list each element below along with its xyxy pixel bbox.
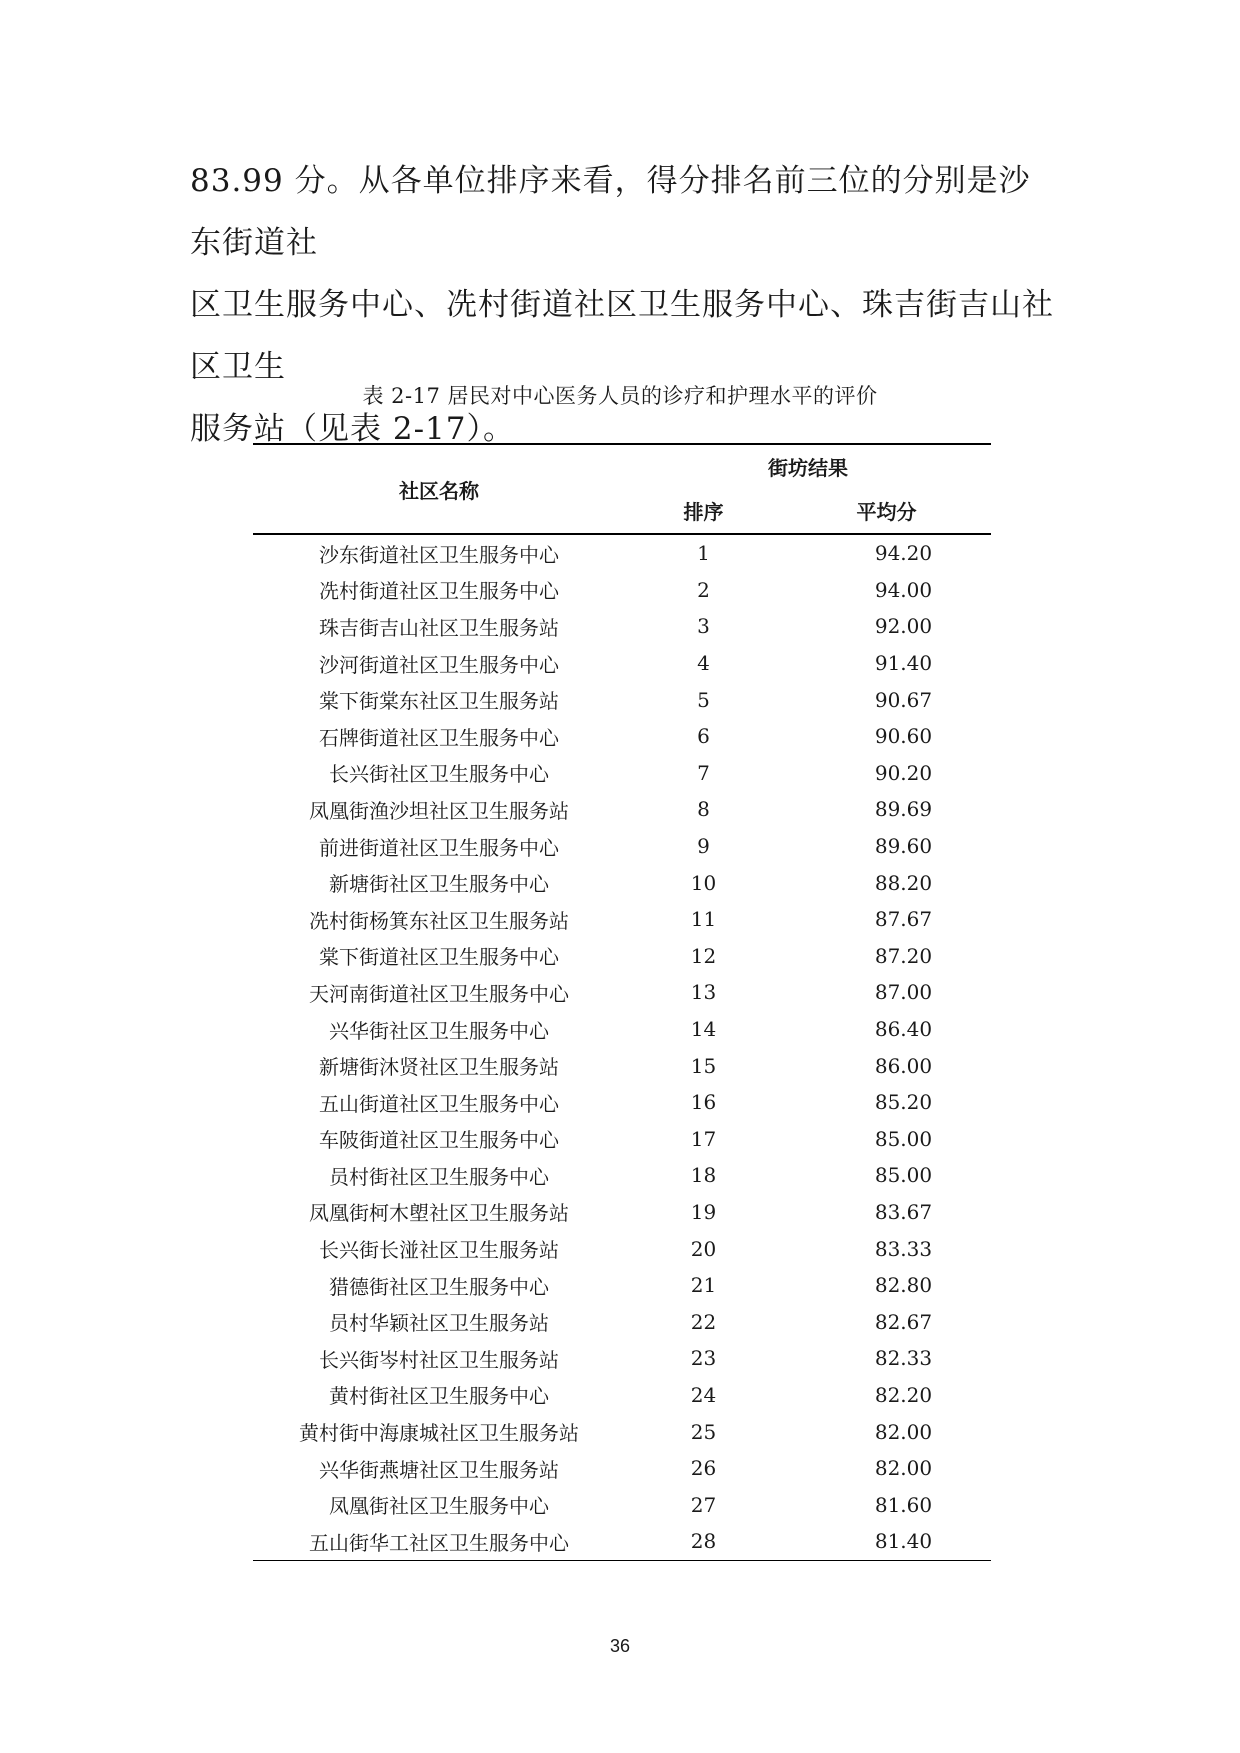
table-row bbox=[253, 1121, 991, 1158]
table-row bbox=[253, 1486, 991, 1523]
table-row bbox=[253, 572, 991, 609]
cell-community-name: 车陂街道社区卫生服务中心 bbox=[319, 1128, 559, 1153]
header-average-score: 平均分 bbox=[782, 487, 991, 534]
cell-rank: 7 bbox=[697, 760, 710, 785]
table-row bbox=[253, 1303, 991, 1340]
cell-average-score: 92.00 bbox=[874, 614, 933, 639]
table-row bbox=[253, 608, 991, 645]
table-row bbox=[253, 755, 991, 792]
cell-average-score: 82.33 bbox=[874, 1346, 933, 1371]
cell-rank: 20 bbox=[690, 1236, 717, 1261]
table-row bbox=[253, 1084, 991, 1121]
cell-community-name: 冼村街杨箕东社区卫生服务站 bbox=[309, 908, 569, 933]
cell-community-name: 黄村街社区卫生服务中心 bbox=[329, 1384, 549, 1409]
cell-community-name: 石牌街道社区卫生服务中心 bbox=[319, 725, 559, 750]
cell-average-score: 87.67 bbox=[874, 907, 933, 932]
cell-rank: 2 bbox=[697, 577, 710, 602]
cell-rank: 24 bbox=[690, 1382, 717, 1407]
cell-average-score: 86.00 bbox=[874, 1053, 933, 1078]
cell-rank: 1 bbox=[697, 541, 710, 566]
cell-rank: 13 bbox=[690, 980, 717, 1005]
table-row bbox=[253, 1194, 991, 1231]
table-row bbox=[253, 864, 991, 901]
cell-average-score: 88.20 bbox=[874, 870, 933, 895]
cell-community-name: 沙东街道社区卫生服务中心 bbox=[319, 542, 559, 567]
cell-community-name: 沙河街道社区卫生服务中心 bbox=[319, 652, 559, 677]
cell-community-name: 凤凰街社区卫生服务中心 bbox=[329, 1494, 549, 1519]
cell-rank: 3 bbox=[697, 614, 710, 639]
table-row bbox=[253, 1413, 991, 1450]
cell-average-score: 89.69 bbox=[874, 797, 933, 822]
cell-rank: 27 bbox=[690, 1492, 717, 1517]
cell-community-name: 猎德街社区卫生服务中心 bbox=[329, 1274, 549, 1299]
table-row bbox=[253, 1377, 991, 1414]
body-paragraph bbox=[190, 150, 1060, 460]
cell-community-name: 兴华街燕塘社区卫生服务站 bbox=[319, 1457, 559, 1482]
table-row bbox=[253, 974, 991, 1011]
cell-community-name: 兴华街社区卫生服务中心 bbox=[329, 1018, 549, 1043]
header-survey-results: 街坊结果 bbox=[625, 444, 991, 487]
cell-average-score: 87.20 bbox=[874, 943, 933, 968]
cell-average-score: 86.40 bbox=[874, 1017, 933, 1042]
table-row bbox=[253, 1340, 991, 1377]
table-row bbox=[253, 681, 991, 718]
cell-rank: 16 bbox=[690, 1090, 717, 1115]
cell-average-score: 90.67 bbox=[874, 687, 933, 712]
table-row bbox=[253, 1450, 991, 1487]
cell-average-score: 85.20 bbox=[874, 1090, 933, 1115]
cell-community-name: 凤凰街渔沙坦社区卫生服务站 bbox=[309, 798, 569, 823]
cell-rank: 25 bbox=[690, 1419, 717, 1444]
table-row bbox=[253, 718, 991, 755]
cell-average-score: 90.20 bbox=[874, 760, 933, 785]
cell-rank: 5 bbox=[697, 687, 710, 712]
cell-community-name: 棠下街棠东社区卫生服务站 bbox=[319, 689, 559, 714]
cell-rank: 22 bbox=[690, 1309, 717, 1334]
cell-rank: 19 bbox=[690, 1199, 717, 1224]
cell-rank: 6 bbox=[697, 724, 710, 749]
cell-community-name: 珠吉街吉山社区卫生服务站 bbox=[319, 615, 559, 640]
table-row bbox=[253, 1267, 991, 1304]
cell-community-name: 前进街道社区卫生服务中心 bbox=[319, 835, 559, 860]
cell-community-name: 长兴街长湴社区卫生服务站 bbox=[319, 1238, 559, 1263]
cell-average-score: 82.00 bbox=[874, 1456, 933, 1481]
paragraph-line: 服务站（见表 2-17）。 bbox=[190, 411, 515, 447]
cell-average-score: 90.60 bbox=[874, 724, 933, 749]
page-number: 36 bbox=[609, 1636, 631, 1656]
cell-community-name: 凤凰街柯木塱社区卫生服务站 bbox=[309, 1201, 569, 1226]
table-body bbox=[253, 534, 991, 1560]
cell-community-name: 新塘街社区卫生服务中心 bbox=[329, 872, 549, 897]
cell-average-score: 85.00 bbox=[874, 1163, 933, 1188]
cell-average-score: 82.80 bbox=[874, 1273, 933, 1298]
table-row bbox=[253, 645, 991, 682]
cell-average-score: 94.20 bbox=[874, 541, 933, 566]
cell-rank: 12 bbox=[690, 943, 717, 968]
cell-rank: 11 bbox=[690, 907, 717, 932]
cell-average-score: 94.00 bbox=[874, 577, 933, 602]
cell-average-score: 89.60 bbox=[874, 834, 933, 859]
cell-rank: 4 bbox=[697, 651, 710, 676]
table-row bbox=[253, 791, 991, 828]
table-row bbox=[253, 1047, 991, 1084]
table-row bbox=[253, 901, 991, 938]
cell-community-name: 黄村街中海康城社区卫生服务站 bbox=[299, 1421, 579, 1446]
paragraph-line: 83.99 分。从各单位排序来看，得分排名前三位的分别是沙东街道社 bbox=[190, 163, 1031, 261]
table-row bbox=[253, 938, 991, 975]
cell-community-name: 天河南街道社区卫生服务中心 bbox=[309, 981, 569, 1006]
header-rank: 排序 bbox=[625, 487, 782, 534]
cell-average-score: 87.00 bbox=[874, 980, 933, 1005]
cell-community-name: 员村华颖社区卫生服务站 bbox=[329, 1311, 549, 1336]
cell-average-score: 91.40 bbox=[874, 651, 933, 676]
cell-rank: 17 bbox=[690, 1126, 717, 1151]
cell-average-score: 82.20 bbox=[874, 1382, 933, 1407]
cell-average-score: 81.40 bbox=[782, 1523, 991, 1560]
cell-community-name: 五山街华工社区卫生服务中心 bbox=[253, 1523, 625, 1560]
cell-rank: 28 bbox=[625, 1523, 782, 1560]
evaluation-table bbox=[253, 443, 991, 1561]
table-caption: 表 2-17 居民对中心医务人员的诊疗和护理水平的评价 bbox=[362, 384, 878, 408]
table-row bbox=[253, 828, 991, 865]
header-community-name: 社区名称 bbox=[253, 444, 625, 534]
cell-rank: 21 bbox=[690, 1273, 717, 1298]
cell-community-name: 冼村街道社区卫生服务中心 bbox=[319, 579, 559, 604]
cell-average-score: 85.00 bbox=[874, 1126, 933, 1151]
cell-community-name: 棠下街道社区卫生服务中心 bbox=[319, 945, 559, 970]
cell-rank: 26 bbox=[690, 1456, 717, 1481]
paragraph-line: 区卫生服务中心、冼村街道社区卫生服务中心、珠吉街吉山社区卫生 bbox=[190, 287, 1054, 385]
cell-average-score: 83.33 bbox=[874, 1236, 933, 1261]
cell-rank: 9 bbox=[697, 834, 710, 859]
cell-rank: 18 bbox=[690, 1163, 717, 1188]
cell-community-name: 员村街社区卫生服务中心 bbox=[329, 1164, 549, 1189]
cell-average-score: 83.67 bbox=[874, 1199, 933, 1224]
table-row bbox=[253, 1157, 991, 1194]
cell-rank: 10 bbox=[690, 870, 717, 895]
cell-rank: 14 bbox=[690, 1017, 717, 1042]
table-row bbox=[253, 1523, 991, 1560]
cell-community-name: 长兴街社区卫生服务中心 bbox=[329, 762, 549, 787]
table-row bbox=[253, 1230, 991, 1267]
cell-average-score: 82.67 bbox=[874, 1309, 933, 1334]
cell-community-name: 长兴街岑村社区卫生服务站 bbox=[319, 1347, 559, 1372]
cell-rank: 8 bbox=[697, 797, 710, 822]
cell-rank: 15 bbox=[690, 1053, 717, 1078]
cell-rank: 23 bbox=[690, 1346, 717, 1371]
cell-average-score: 81.60 bbox=[874, 1492, 933, 1517]
table-row bbox=[253, 534, 991, 572]
table-row bbox=[253, 1011, 991, 1048]
cell-community-name: 新塘街沐贤社区卫生服务站 bbox=[319, 1055, 559, 1080]
cell-average-score: 82.00 bbox=[874, 1419, 933, 1444]
cell-community-name: 五山街道社区卫生服务中心 bbox=[319, 1091, 559, 1116]
